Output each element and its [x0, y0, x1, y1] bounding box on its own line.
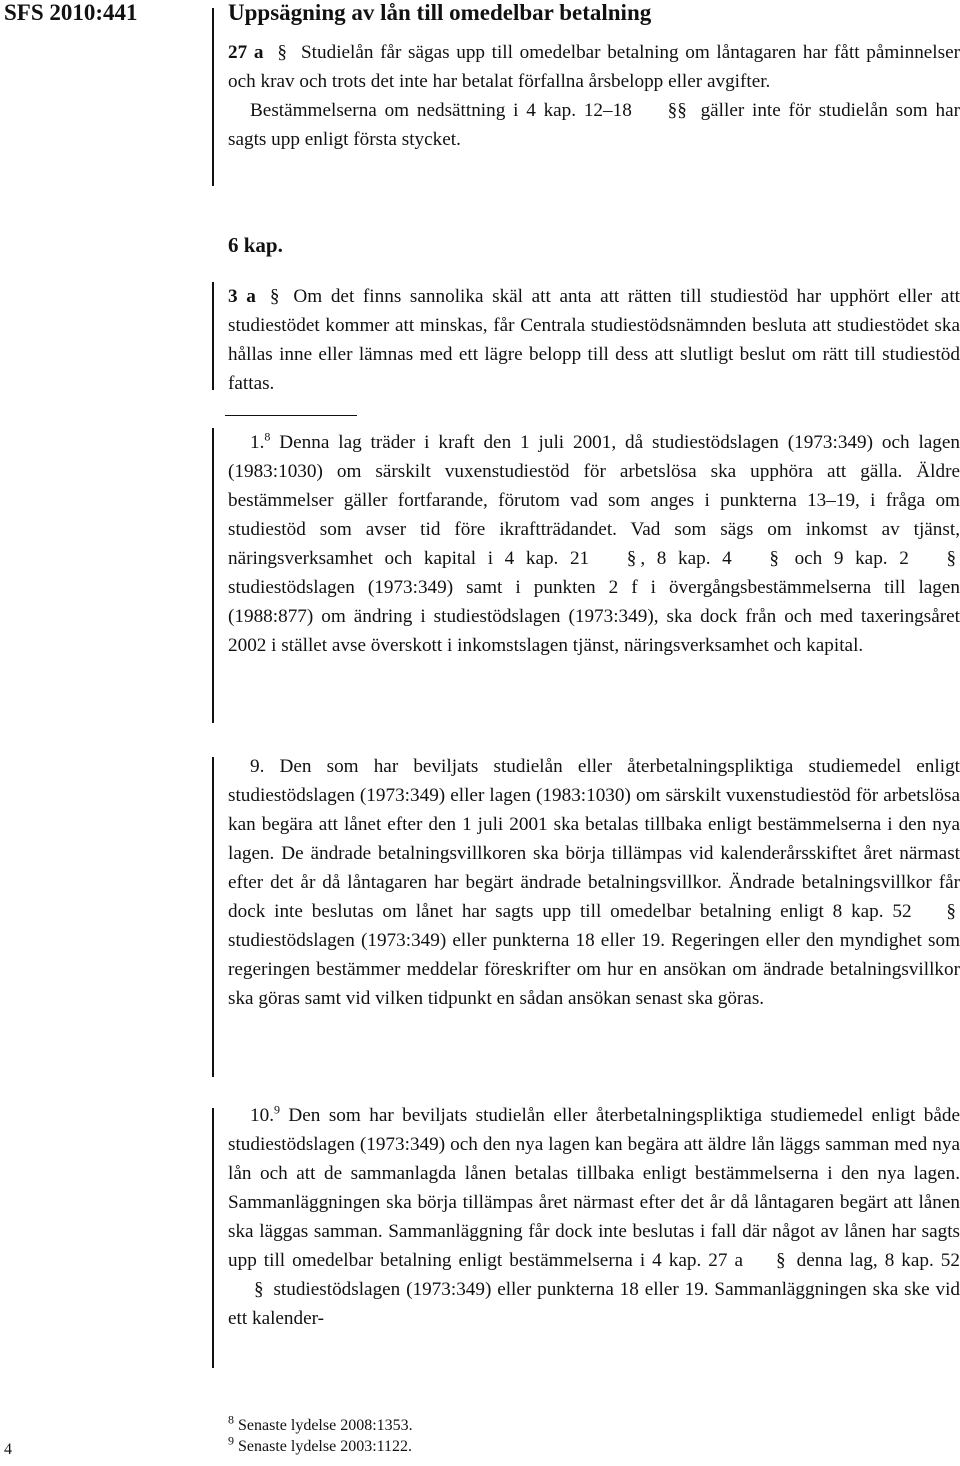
item-text: studiestödslagen (1973:349) eller punkterna 18 eller 19. Regeringen eller den myndighet som regeringen bestämmer meddelar föreskrifter om hur en ansökan om ändrade betalningsvillkor ska göras samt vid vilken tidpunkt en sådan ansökan senast ska göras. — [228, 930, 960, 1009]
paragraph-text: Bestämmelserna om nedsättning i 4 kap. 12–18 — [250, 100, 632, 121]
section-symbol: § — [277, 42, 288, 63]
paragraph-3a — [228, 282, 960, 398]
paragraph-text: Om det finns sannolika skäl att anta att rätten till studiestöd har upphört eller att studiestödet kommer att minskas, får Centrala studiestödsnämnden besluta att studiestödet ska hållas inne eller lämnas med ett lägre belopp till dess att slutligt beslut om rätt till studiestöd fattas. — [228, 286, 960, 394]
section-heading: Uppsägning av lån till omedelbar betalning — [228, 0, 652, 25]
change-bar — [212, 428, 214, 723]
paragraph-number: 27 a — [228, 42, 264, 63]
section-symbol: § — [626, 548, 637, 569]
item-text: , 8 kap. 4 — [640, 548, 732, 569]
paragraph-text: Studielån får sägas upp till omedelbar betalning om låntagaren har fått påminnelser och krav och trots det inte har betalat förfallna årsbelopp eller avgifter. — [228, 42, 960, 92]
footnote-ref: 8 — [264, 429, 271, 444]
item-text: denna lag, 8 kap. 52 — [796, 1250, 960, 1271]
item-number: 1. — [250, 432, 265, 453]
footnote — [228, 1433, 413, 1457]
section-symbol: § — [776, 1250, 786, 1271]
item-text: Den som har beviljats studielån eller återbetalningspliktiga studiemedel enligt både studiestödslagen (1973:349) och den nya lagen kan begära att äldre lån läggs samman med nya lån och att de sammanlagda lånen betalas tillbaka enligt bestämmelserna i den nya lagen. Sammanläggningen ska börja tillämpas året närmast efter det år då låntagaren begärt att lånen ska läggas samman. Sammanläggning får dock inte beslutas i fall där något av lånen har sagts upp till omedelbar betalning enligt bestämmelserna i 4 kap. 27 a — [228, 1105, 960, 1271]
separator-rule — [225, 415, 357, 416]
paragraph-27a — [228, 38, 960, 154]
section-symbol: § — [769, 548, 779, 569]
change-bar — [212, 8, 214, 186]
item-text: och 9 kap. 2 — [794, 548, 909, 569]
footnote-number: 9 — [228, 1433, 234, 1448]
change-bar — [212, 757, 214, 1077]
transitional-1 — [228, 428, 960, 660]
footnote-number: 8 — [228, 1412, 234, 1427]
item-text: Den som har beviljats studielån eller återbetalningspliktiga studiemedel enligt studiestödslagen (1973:349) eller lagen (1983:1030) om särskilt vuxenstudiestöd för arbetslösa kan begära att lånet efter den 1 juli 2001 ska betalas tillbaka enligt bestämmelserna i den nya lagen. De ändrade betalningsvillkoren ska börja tillämpas vid kalenderårsskiftet året närmast efter det år då låntagaren har begärt ändrade betalningsvillkor. Ändrade betalningsvillkor får dock inte beslutas om lånet har sagts upp till omedelbar betalning enligt 8 kap. 52 — [228, 756, 960, 922]
item-text: Denna lag träder i kraft den 1 juli 2001, då studiestödslagen (1973:349) och lagen (1983:1030) om särskilt vuxenstudiestöd för arbetslösa ska upphöra att gälla. Äldre bestämmelser gäller fortfarande, förutom vad som anges i punkterna 13–19, i fråga om studiestöd som avser tid före ikraftträdandet. Vad som sägs om inkomst av tjänst, näringsverksamhet och kapital i 4 kap. 21 — [228, 432, 960, 569]
paragraph-number: 3 a — [228, 286, 256, 307]
item-number: 10. — [250, 1105, 274, 1126]
section-symbol: § — [254, 1279, 264, 1300]
section-symbol: § — [946, 548, 957, 569]
sfs-number: SFS 2010:441 — [4, 0, 138, 25]
footnote — [228, 1412, 413, 1436]
change-bar — [212, 1108, 214, 1368]
section-symbol: § — [946, 901, 956, 922]
transitional-9 — [228, 752, 960, 1013]
footnote-text: Senaste lydelse 2008:1353. — [238, 1417, 413, 1434]
chapter-heading: 6 kap. — [228, 233, 283, 257]
item-number: 9. — [250, 756, 265, 777]
page-number: 4 — [4, 1441, 12, 1458]
section-symbol: § — [269, 286, 280, 307]
paragraph-text: gäller inte för studielån som har sagts upp enligt första stycket. — [228, 100, 960, 150]
footnote-ref: 9 — [273, 1102, 280, 1117]
footnote-text: Senaste lydelse 2003:1122. — [238, 1438, 413, 1455]
change-bar — [212, 282, 214, 390]
item-text: studiestödslagen (1973:349) eller punkterna 18 eller 19. Sammanläggningen ska ske vid ett kalender- — [228, 1279, 960, 1329]
item-text: studiestödslagen (1973:349) samt i punkten 2 f i övergångsbestämmelserna till lagen (1988:877) om ändring i studiestödslagen (1973:349), ska dock från och med taxeringsåret 2002 i stället avse överskott i inkomstslagen tjänst, näringsverksamhet och kapital. — [228, 577, 960, 656]
transitional-10 — [228, 1101, 960, 1333]
section-symbol: §§ — [667, 100, 687, 121]
